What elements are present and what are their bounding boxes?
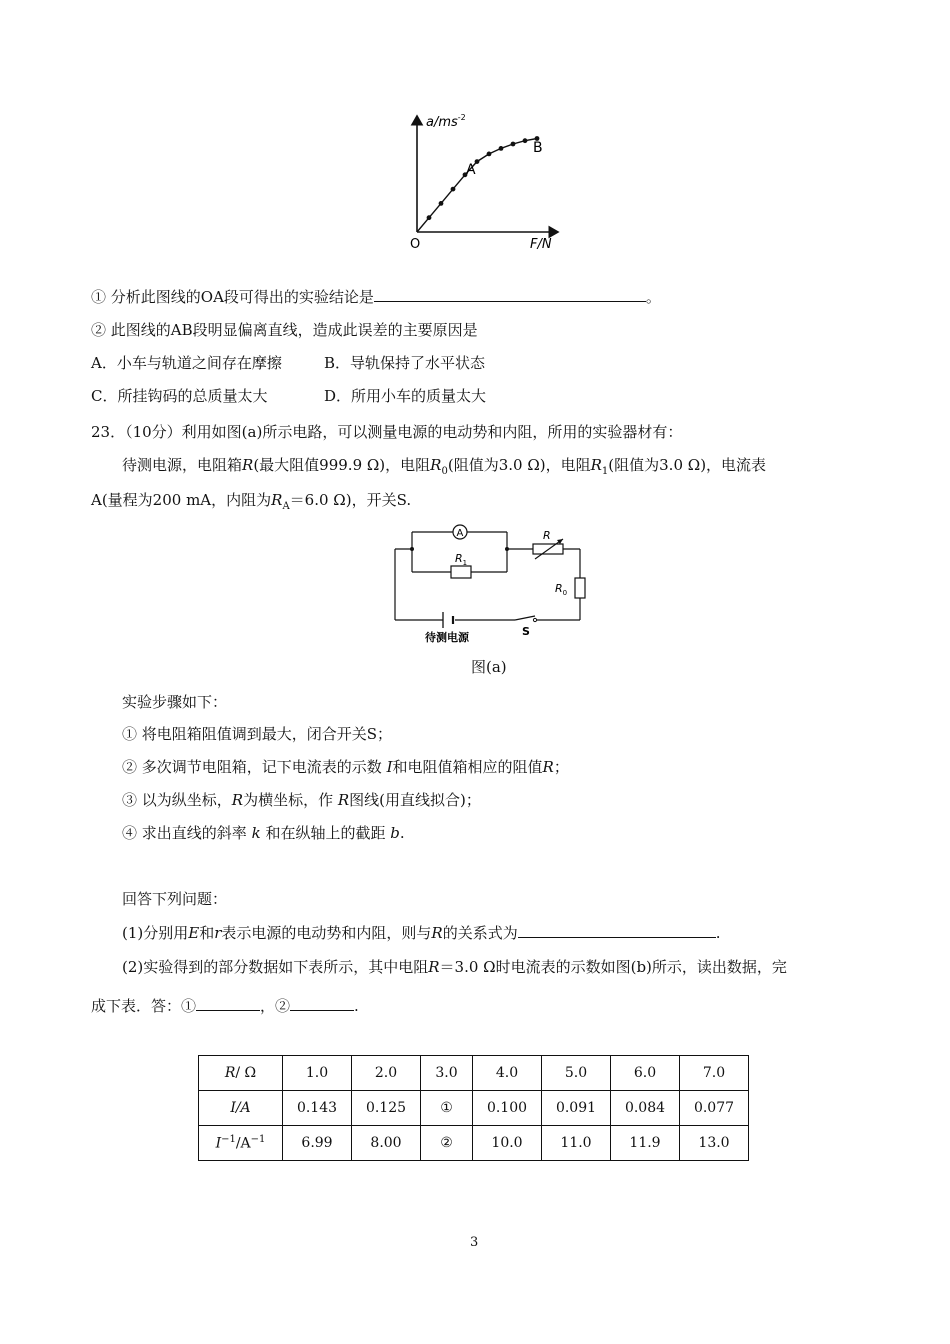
y-axis-label: a/ms (426, 115, 458, 130)
table-cell: 11.9 (611, 1126, 680, 1161)
answer-blank-formula[interactable] (518, 923, 716, 938)
resistor-r1 (451, 566, 471, 578)
acceleration-force-graph (400, 108, 580, 253)
answer-part-2-cont: 成下表．答：① ，② . (91, 997, 359, 1015)
data-point (523, 138, 528, 143)
table-cell: 1.0 (283, 1056, 352, 1091)
row-header-inverse-i: $I^{-1}/A^{-1}$ (199, 1126, 283, 1161)
data-table (198, 1055, 749, 1161)
answer-blank-circle-2[interactable] (290, 996, 354, 1011)
table-cell[interactable]: ② (421, 1126, 473, 1161)
data-point (451, 187, 456, 192)
answer-blank-circle-1[interactable] (196, 996, 260, 1011)
answer-blank-1[interactable] (374, 287, 646, 302)
step-2: ② 多次调节电阻箱，记下电流表的示数 I和电阻值箱相应的阻值R； (122, 758, 569, 776)
battery (443, 612, 453, 628)
answer-part-1: (1)分别用E和r表示电源的电动势和内阻，则与R的关系式为 . (122, 924, 721, 942)
point-a-label: A (466, 162, 476, 178)
table-cell: 7.0 (680, 1056, 749, 1091)
resistor-r0 (575, 578, 585, 598)
answer-title: 回答下列问题： (122, 890, 228, 908)
table-cell: 6.99 (283, 1126, 352, 1161)
option-b[interactable]: B．导轨保持了水平状态 (324, 354, 486, 372)
y-axis-label-sup: -2 (457, 113, 466, 122)
table-row-r (199, 1056, 749, 1091)
table-cell: 13.0 (680, 1126, 749, 1161)
table-cell: 3.0 (421, 1056, 473, 1091)
q22-question-1: ① 分析此图线的OA段可得出的实验结论是 。 (91, 288, 661, 306)
table-cell: 0.084 (611, 1091, 680, 1126)
svg-text:a/ms-2 (426, 113, 466, 130)
table-row-i (199, 1091, 749, 1126)
svg-text:待测电源: 待测电源 (425, 631, 469, 644)
q23-materials-line-1: 待测电源，电阻箱R(最大阻值999.9 Ω)，电阻$R_0$(阻值为3.0 Ω)，电阻$R_1$(阻值为3.0 Ω)，电流表 (122, 456, 767, 477)
fit-curve (417, 139, 537, 233)
q23-materials-line-2: A(量程为200 mA，内阻为$R_A=6.0$ Ω)，开关S. (91, 491, 412, 512)
circuit-diagram (385, 518, 605, 648)
table-cell: 4.0 (473, 1056, 542, 1091)
table-cell: 0.091 (542, 1091, 611, 1126)
answer-part-2: (2)实验得到的部分数据如下表所示，其中电阻R＝3.0 Ω时电流表的示数如图(b)所示，读出数据，完 (122, 958, 787, 976)
data-points (427, 136, 540, 220)
svg-text:R0: $R_0$ (555, 582, 568, 597)
steps-title: 实验步骤如下： (122, 693, 228, 711)
data-point (439, 201, 444, 206)
switch (533, 618, 536, 621)
svg-text:R: R (543, 529, 551, 542)
svg-text:A: A (456, 528, 464, 539)
table-cell: 5.0 (542, 1056, 611, 1091)
step-4: ④ 求出直线的斜率 k 和在纵轴上的截距 b. (122, 824, 405, 842)
page-number: 3 (470, 1235, 479, 1250)
table-cell[interactable]: ① (421, 1091, 473, 1126)
row-header-i: I/A (199, 1091, 283, 1126)
x-axis-label: F/N (530, 237, 552, 252)
table-cell: 11.0 (542, 1126, 611, 1161)
option-a[interactable]: A．小车与轨道之间存在摩擦 (91, 354, 282, 372)
data-point (427, 215, 432, 220)
q22-question-2: ② 此图线的AB段明显偏离直线，造成此误差的主要原因是 (91, 321, 478, 339)
row-header-r: R/ Ω (199, 1056, 283, 1091)
table-cell: 6.0 (611, 1056, 680, 1091)
step-1: ① 将电阻箱阻值调到最大，闭合开关S； (122, 725, 393, 743)
step-3: ③ 以为纵坐标，R为横坐标，作 R图线(用直线拟合)； (122, 791, 481, 809)
table-cell: 8.00 (352, 1126, 421, 1161)
table-cell: 10.0 (473, 1126, 542, 1161)
option-c[interactable]: C．所挂钩码的总质量太大 (91, 387, 268, 405)
table-cell: 2.0 (352, 1056, 421, 1091)
data-point (499, 146, 504, 151)
q23-header: 23．（10分）利用如图(a)所示电路，可以测量电源的电动势和内阻，所用的实验器材有： (91, 423, 683, 441)
table-cell: 0.143 (283, 1091, 352, 1126)
table-cell: 0.077 (680, 1091, 749, 1126)
point-b-label: B (533, 140, 543, 156)
svg-text:S: S (522, 625, 530, 638)
option-d[interactable]: D．所用小车的质量太大 (324, 387, 487, 405)
table-row-inverse-i (199, 1126, 749, 1161)
origin-label: O (410, 237, 421, 252)
data-point (487, 152, 492, 157)
data-point (511, 142, 516, 147)
resistance-box-r (533, 544, 563, 554)
table-cell: 0.100 (473, 1091, 542, 1126)
figure-a-caption: 图(a) (471, 658, 507, 676)
table-cell: 0.125 (352, 1091, 421, 1126)
svg-text:R1: $R_1$ (455, 552, 468, 567)
